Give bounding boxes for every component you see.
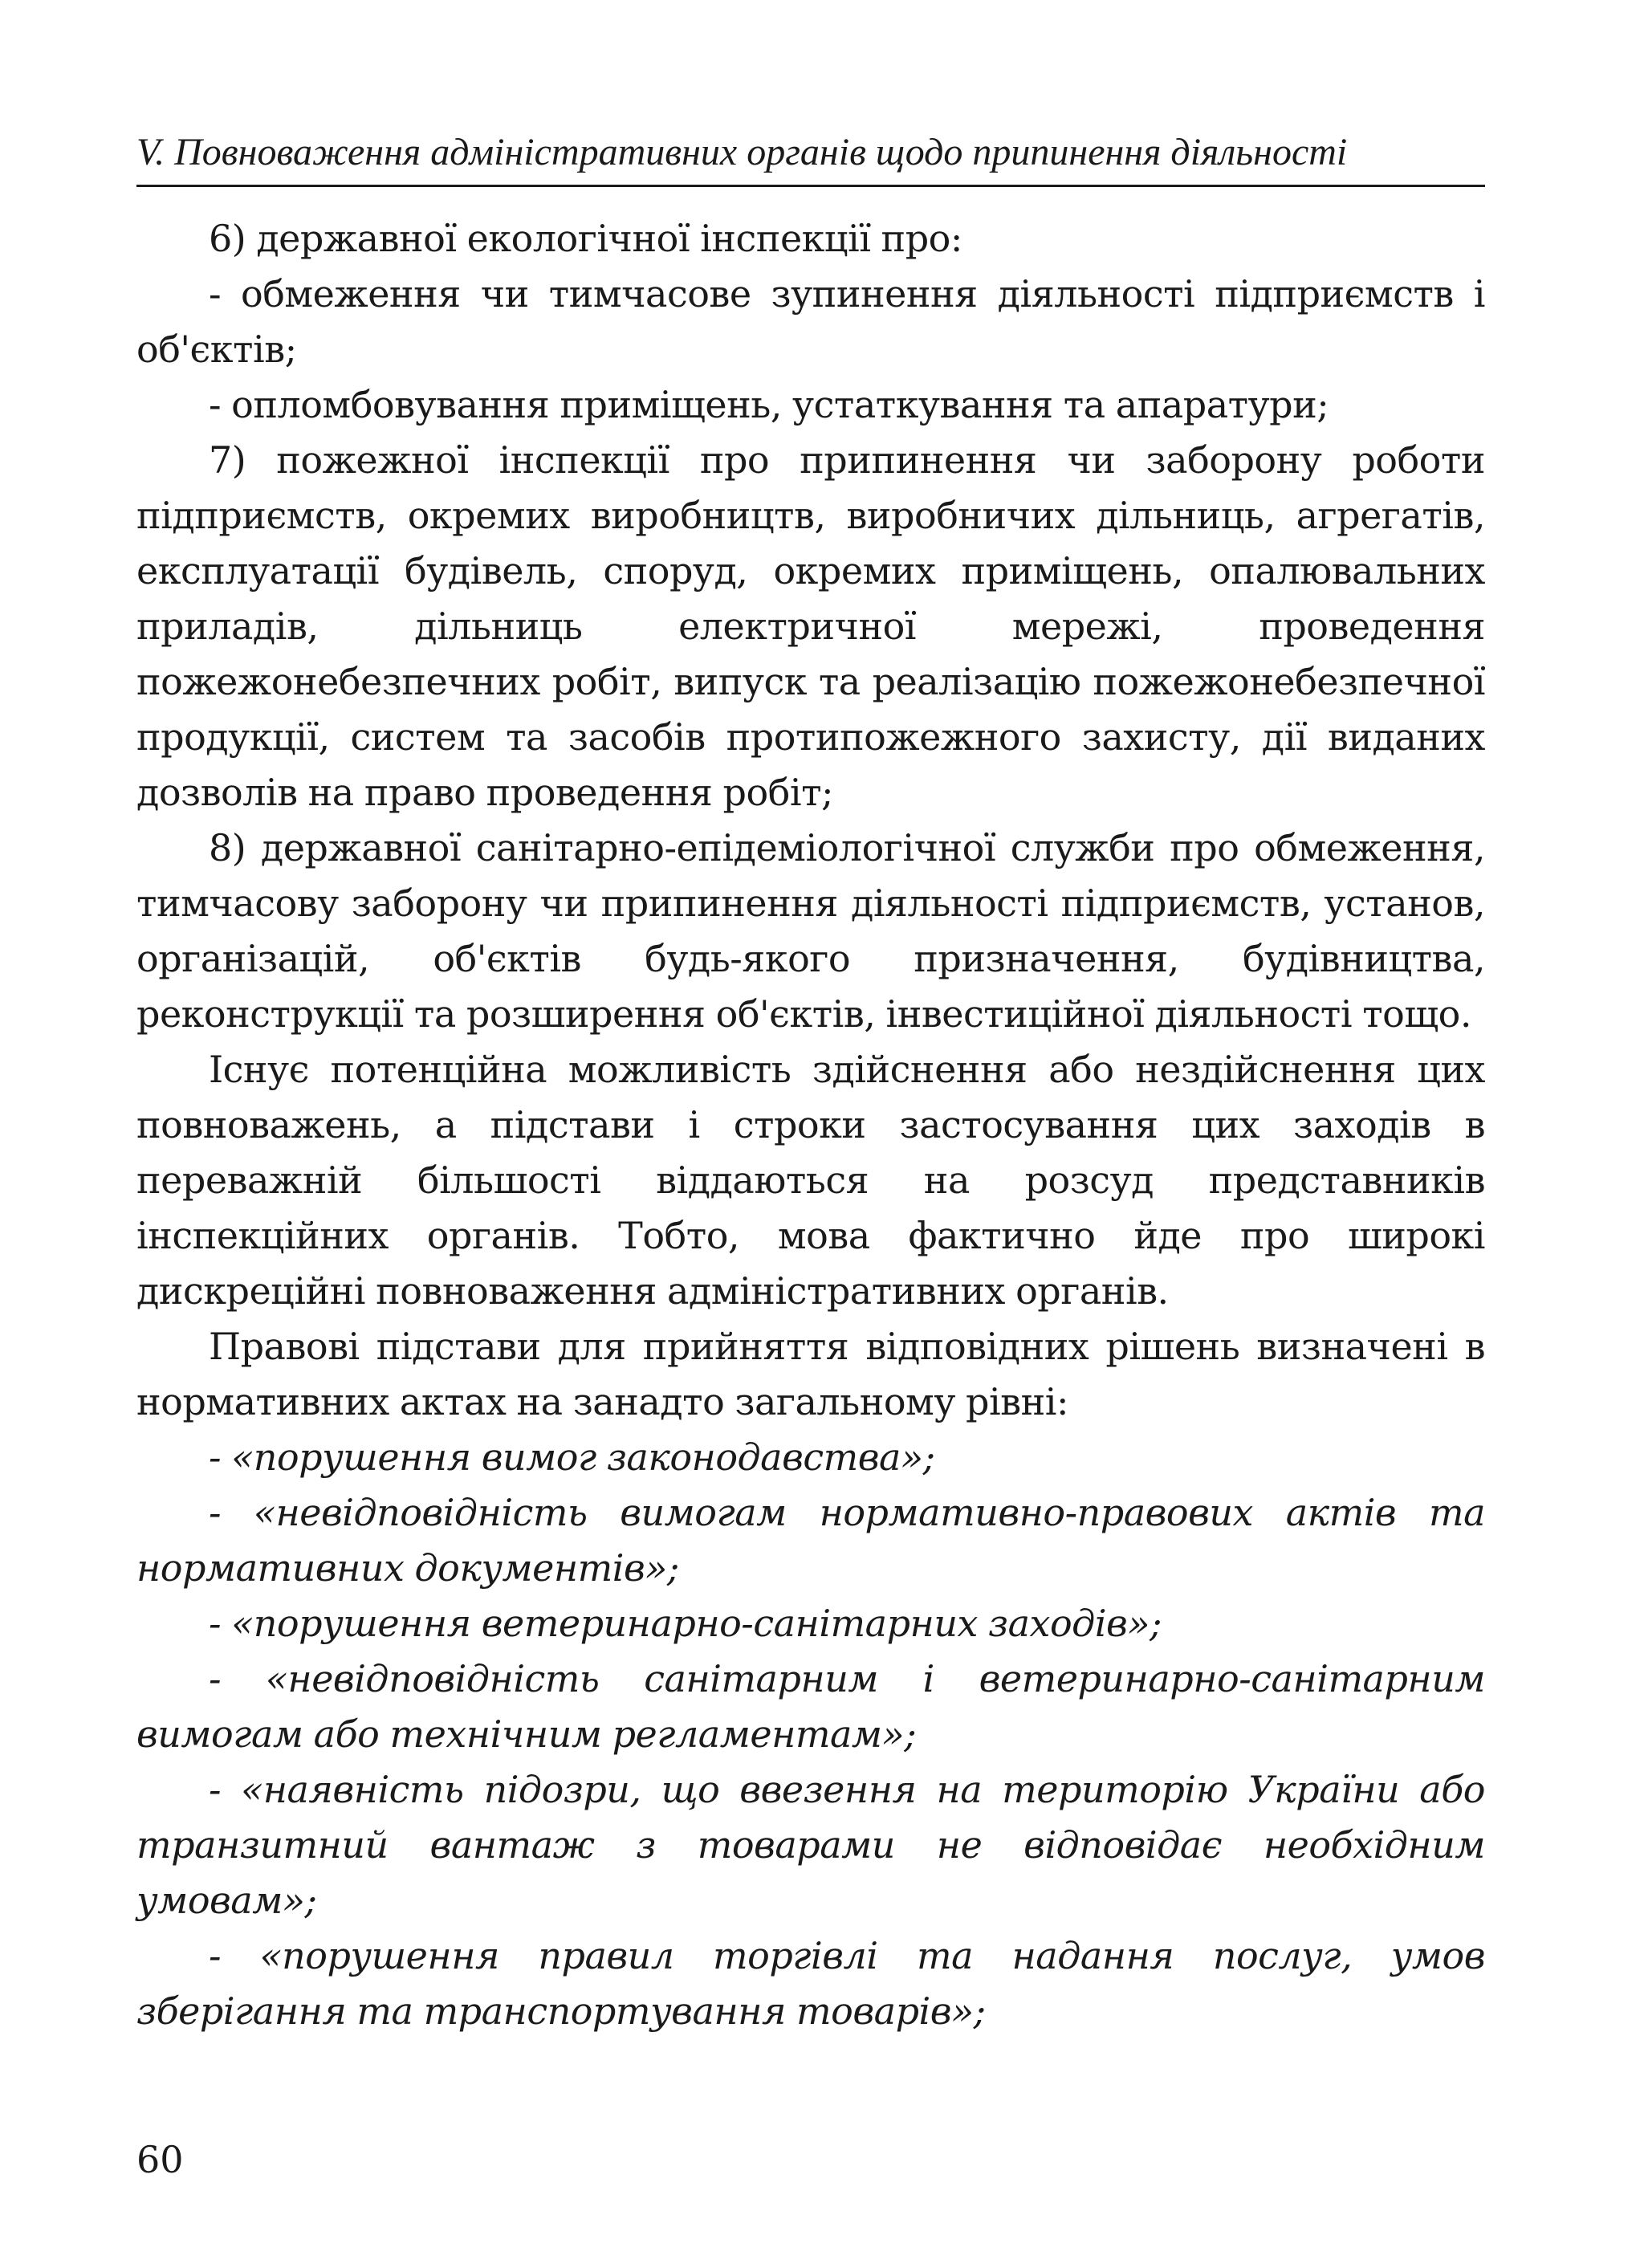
paragraph-legal-grounds: Правові підстави для прийняття відповідних рішень визначені в нормативних актах на занадто загальному рівні: <box>136 1325 1485 1423</box>
quote-item: - «порушення правил торгівлі та надання послуг, умов зберігання та транспортування товарів»; <box>136 1934 1485 2033</box>
quote-item: - «невідповідність санітарним і ветеринарно-санітарним вимогам або технічним регламентам»; <box>136 1657 1485 1756</box>
running-head: V. Повноваження адміністративних органів щодо припинення діяльності <box>136 120 1485 187</box>
paragraph-item-8: 8) державної санітарно-епідеміологічної служби про обмеження, тимчасову заборону чи припинення діяльності підприємств, установ, організацій, об'єктів будь-якого призначення, будівництва, реконструкції та розширення об'єктів, інвестиційної діяльності тощо. <box>136 826 1485 1036</box>
page-number: 60 <box>136 2138 184 2181</box>
paragraph-item-7: 7) пожежної інспекції про припинення чи заборону роботи підприємств, окремих виробництв, виробничих дільниць, агрегатів, експлуатації будівель, споруд, окремих приміщень, опалювальних приладів, дільниць електричної мережі, проведення пожежонебезпечних робіт, випуск та реалізацію пожежонебезпечної продукції, систем та засобів протипожежного захисту, дії виданих дозволів на право проведення робіт; <box>136 438 1485 814</box>
paragraph-ecology-limits: - обмеження чи тимчасове зупинення діяльності підприємств і об'єктів; <box>136 272 1485 371</box>
paragraph-discretion: Існує потенційна можливість здійснення або нездійснення цих повноважень, а підстави і строки застосування цих заходів в переважній більшості віддаються на розсуд представників інспекційних органів. Тобто, мова фактично йде про широкі дискреційні повноваження адміністративних органів. <box>136 1048 1485 1313</box>
page-body <box>136 211 1485 2039</box>
quote-item: - «порушення вимог законодавства»; <box>209 1435 935 1479</box>
quote-item: - «невідповідність вимогам нормативно-правових актів та нормативних документів»; <box>136 1491 1485 1590</box>
book-page <box>136 120 1485 2224</box>
paragraph-item-6: 6) державної екологічної інспекції про: <box>209 217 962 260</box>
quote-item: - «наявність підозри, що ввезення на територію України або транзитний вантаж з товарами не відповідає необхідним умовам»; <box>136 1768 1485 1922</box>
quote-item: - «порушення ветеринарно-санітарних заходів»; <box>209 1602 1162 1645</box>
paragraph-ecology-sealing: - опломбовування приміщень, устаткування та апаратури; <box>209 383 1329 426</box>
